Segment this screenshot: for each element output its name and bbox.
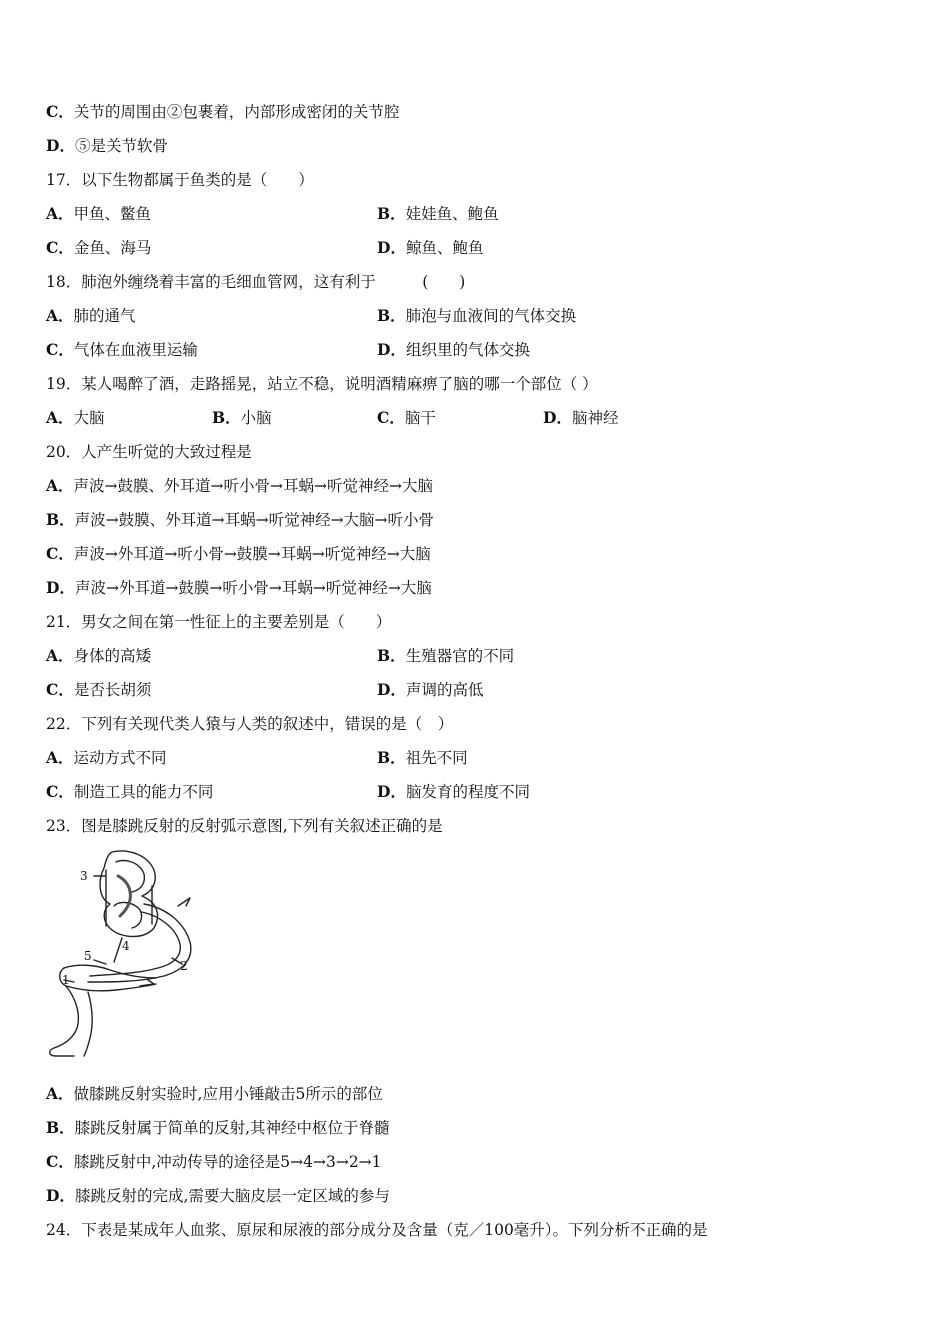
q21-option-a: A．身体的高矮 [46, 646, 152, 665]
q19-stem: 19．某人喝醉了酒，走路摇晃，站立不稳，说明酒精麻痹了脑的哪一个部位（ ） [46, 375, 598, 393]
q18-option-d: D．组织里的气体交换 [377, 340, 530, 359]
q18-option-c: C．气体在血液里运输 [46, 340, 198, 359]
q19-option-d: D．脑神经 [543, 408, 619, 427]
figure-label-4: 4 [122, 939, 130, 953]
q22-option-a: A．运动方式不同 [46, 748, 167, 767]
knee-jerk-reflex-arc-figure [44, 846, 204, 1060]
sensory-nerve [88, 904, 191, 982]
q22-option-d: D．脑发育的程度不同 [377, 782, 530, 801]
q18-option-a: A．肺的通气 [46, 306, 136, 325]
grey-matter [118, 876, 130, 916]
q20-option-b: B．声波→鼓膜、外耳道→耳蜗→听觉神经→大脑→听小骨 [46, 510, 435, 529]
q20-option-c: C．声波→外耳道→听小骨→鼓膜→耳蜗→听觉神经→大脑 [46, 544, 431, 563]
figure-label-2: 2 [180, 959, 188, 973]
q21-option-b: B．生殖器官的不同 [377, 646, 515, 665]
q19-option-c: C．脑干 [377, 408, 436, 427]
q20-stem: 20．人产生听觉的大致过程是 [46, 443, 252, 461]
q18-option-b: B．肺泡与血液间的气体交换 [377, 306, 577, 325]
q21-option-d: D．声调的高低 [377, 680, 484, 699]
q23-stem: 23．图是膝跳反射的反射弧示意图,下列有关叙述正确的是 [46, 817, 443, 835]
q20-option-d: D．声波→外耳道→鼓膜→听小骨→耳蜗→听觉神经→大脑 [46, 578, 432, 597]
q16-option-c: C．关节的周围由②包裹着，内部形成密闭的关节腔 [46, 102, 400, 121]
q24-stem: 24．下表是某成年人血浆、原尿和尿液的部分成分及含量（克／100毫升）。下列分析不正确的是 [46, 1221, 708, 1239]
q23-option-b: B．膝跳反射属于简单的反射,其神经中枢位于脊髓 [46, 1118, 390, 1137]
q21-option-c: C．是否长胡须 [46, 680, 152, 699]
motor-nerve [90, 912, 180, 976]
lower-leg-back [84, 992, 92, 1056]
leader-line-4 [114, 938, 122, 962]
q20-option-a: A．声波→鼓膜、外耳道→听小骨→耳蜗→听觉神经→大脑 [46, 476, 433, 495]
q22-option-b: B．祖先不同 [377, 748, 468, 767]
q17-option-a: A．甲鱼、鳖鱼 [46, 204, 152, 223]
arrow-up [178, 898, 190, 906]
q23-option-d: D．膝跳反射的完成,需要大脑皮层一定区域的参与 [46, 1186, 390, 1205]
figure-label-3: 3 [80, 869, 88, 883]
q16-option-d: D．⑤是关节软骨 [46, 136, 168, 155]
q18-stem: 18．肺泡外缠绕着丰富的毛细血管网，这有利于 ( ) [46, 273, 466, 291]
q17-option-c: C．金鱼、海马 [46, 238, 152, 257]
q17-option-b: B．娃娃鱼、鲍鱼 [377, 204, 499, 223]
figure-label-5: 5 [84, 949, 92, 963]
q22-stem: 22．下列有关现代类人猿与人类的叙述中，错误的是（ ） [46, 715, 454, 733]
lower-leg-front [50, 986, 79, 1056]
q19-option-a: A．大脑 [46, 408, 105, 427]
figure-label-1: 1 [62, 973, 70, 987]
q21-stem: 21．男女之间在第一性征上的主要差别是（ ） [46, 613, 392, 631]
q23-option-a: A．做膝跳反射实验时,应用小锤敲击5所示的部位 [46, 1084, 383, 1103]
spinal-cord-outline [100, 851, 158, 937]
q17-option-d: D．鲸鱼、鲍鱼 [377, 238, 484, 257]
q22-option-c: C．制造工具的能力不同 [46, 782, 214, 801]
q19-option-b: B．小脑 [212, 408, 272, 427]
q23-option-c: C．膝跳反射中,冲动传导的途径是5→4→3→2→1 [46, 1152, 382, 1171]
q17-stem: 17．以下生物都属于鱼类的是（ ） [46, 171, 314, 189]
leader-line-5 [94, 960, 106, 964]
